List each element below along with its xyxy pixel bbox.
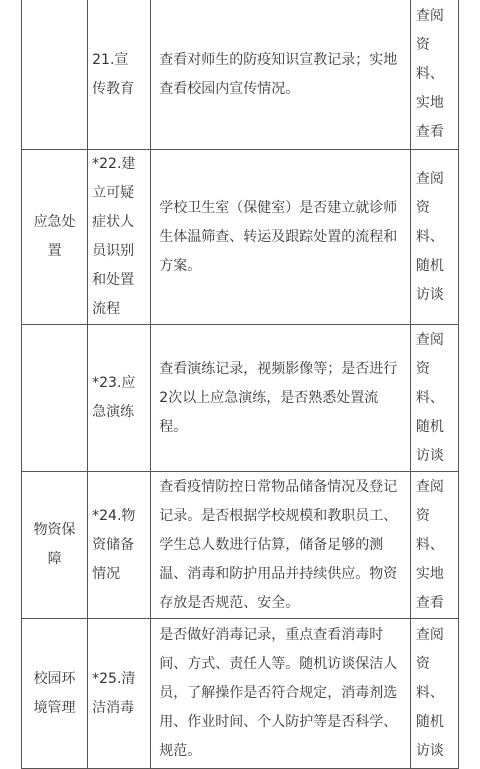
table-row xyxy=(22,150,459,325)
table-row xyxy=(22,619,459,769)
category-cell xyxy=(22,0,88,150)
item-cell: *24.物资储备情况 xyxy=(88,472,151,619)
table-row xyxy=(22,0,459,150)
table-row xyxy=(22,472,459,619)
content-cell: 查看对师生的防疫知识宣教记录；实地查看校园内宣传情况。 xyxy=(151,0,411,150)
category-cell xyxy=(22,325,88,472)
item-cell: 21.宣传教育 xyxy=(88,0,151,150)
item-cell: *23.应急演练 xyxy=(88,325,151,472)
content-cell: 查看疫情防控日常物品储备情况及登记记录。是否根据学校规模和教职员工、学生总人数进行估算，储备足够的测温、消毒和防护用品并持续供应。物资存放是否规范、安全。 xyxy=(151,472,411,619)
method-cell: 查阅资料、实地查看 xyxy=(410,472,458,619)
content-cell: 是否做好消毒记录，重点查看消毒时间、方式、责任人等。随机访谈保洁人员，了解操作是否符合规定，消毒剂选用、作业时间、个人防护等是否科学、规范。 xyxy=(151,619,411,769)
table-row xyxy=(22,325,459,472)
category-cell: 校园环境管理 xyxy=(22,619,88,769)
item-cell: *25.清洁消毒 xyxy=(88,619,151,769)
category-cell: 物资保障 xyxy=(22,472,88,619)
method-cell: 查阅资料、随机访谈 xyxy=(410,619,458,769)
method-cell: 查阅资料、实地查看 xyxy=(410,0,458,150)
item-cell: *22.建立可疑症状人员识别和处置流程 xyxy=(88,150,151,325)
method-cell: 查阅资料、随机访谈 xyxy=(410,325,458,472)
category-cell: 应急处置 xyxy=(22,150,88,325)
inspection-table xyxy=(21,0,459,769)
content-cell: 学校卫生室（保健室）是否建立就诊师生体温筛查、转运及跟踪处置的流程和方案。 xyxy=(151,150,411,325)
method-cell: 查阅资料、随机访谈 xyxy=(410,150,458,325)
content-cell: 查看演练记录，视频影像等；是否进行2次以上应急演练，是否熟悉处置流程。 xyxy=(151,325,411,472)
